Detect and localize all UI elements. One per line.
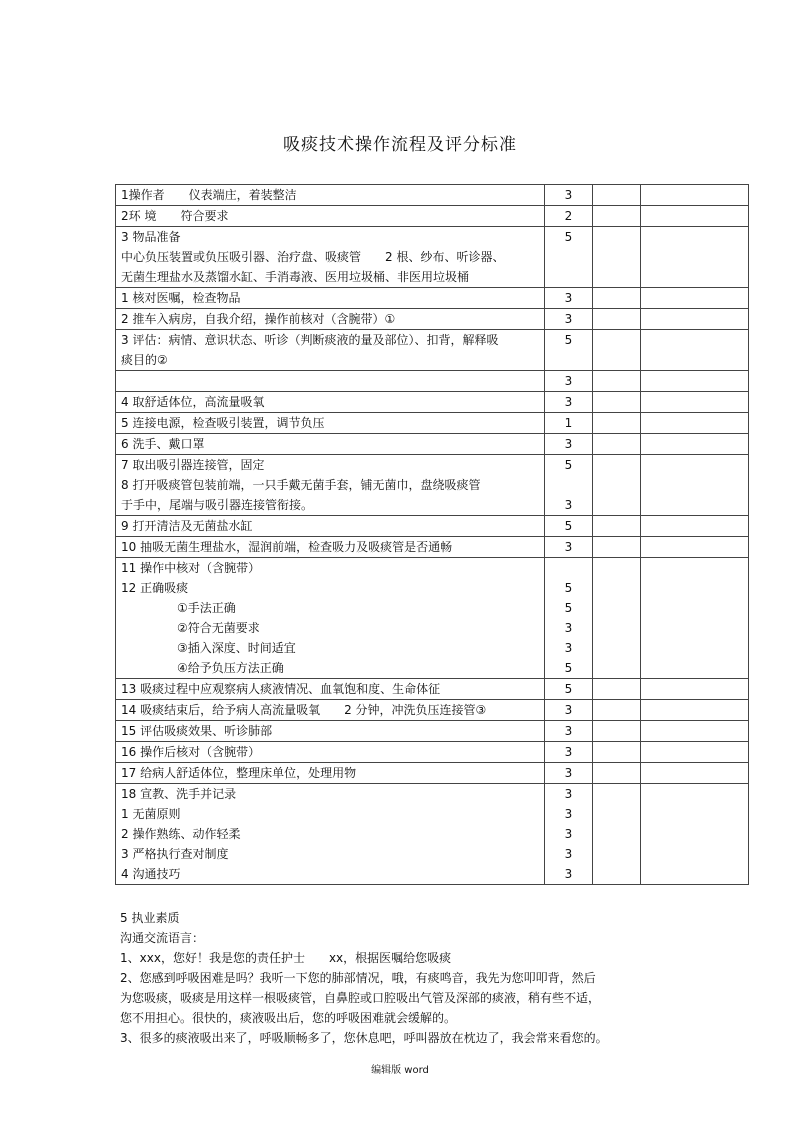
score-value: 5 [564, 601, 573, 615]
item-text: 2 推车入病房，自我介绍，操作前核对（含腕带）① [121, 312, 396, 326]
score-cell [545, 434, 593, 455]
scoring-table [115, 184, 749, 885]
item-text: 3 评估：病情、意识状态、听诊（判断痰液的量及部位）、扣背，解释吸 [121, 333, 499, 347]
table-row [116, 516, 749, 537]
item-text: 9 打开清洁及无菌盐水缸 [121, 519, 253, 533]
remarks-cell [641, 227, 749, 288]
score-value: 1 [564, 416, 573, 430]
deduction-cell [593, 721, 641, 742]
item-cell [116, 763, 545, 784]
score-value: 3 [564, 641, 573, 655]
deduction-cell [593, 206, 641, 227]
score-value: 3 [564, 188, 573, 202]
table-row [116, 392, 749, 413]
table-row [116, 742, 749, 763]
deduction-cell [593, 558, 641, 679]
item-text: 4 取舒适体位，高流量吸氧 [121, 395, 265, 409]
score-cell [545, 206, 593, 227]
item-text: 11 操作中核对（含腕带） [121, 561, 261, 575]
table-row [116, 288, 749, 309]
score-value: 5 [564, 661, 573, 675]
item-cell [116, 700, 545, 721]
item-cell [116, 330, 545, 371]
score-value: 3 [564, 437, 573, 451]
score-cell [545, 516, 593, 537]
score-value: 5 [564, 581, 573, 595]
item-text: 3 物品准备 [121, 230, 181, 244]
score-value: 3 [564, 374, 573, 388]
table-row [116, 721, 749, 742]
deduction-cell [593, 371, 641, 392]
item-cell [116, 371, 545, 392]
item-text: 13 吸痰过程中应观察病人痰液情况、血氧饱和度、生命体征 [121, 682, 441, 696]
item-text [121, 371, 544, 391]
deduction-cell [593, 537, 641, 558]
score-value [545, 558, 592, 578]
remarks-cell [641, 185, 749, 206]
remarks-cell [641, 309, 749, 330]
score-value: 3 [564, 724, 573, 738]
item-text: 2环 境 符合要求 [121, 209, 229, 223]
score-cell [545, 455, 593, 516]
deduction-cell [593, 413, 641, 434]
item-cell [116, 742, 545, 763]
table-row [116, 455, 749, 516]
table-row [116, 206, 749, 227]
item-text: 14 吸痰结束后，给予病人高流量吸氧 2 分钟，冲洗负压连接管③ [121, 703, 487, 717]
score-value: 3 [564, 395, 573, 409]
score-value: 3 [564, 703, 573, 717]
deduction-cell [593, 227, 641, 288]
communication-line: 3、很多的痰液吸出来了，呼吸顺畅多了，您休息吧，呼叫器放在枕边了，我会常来看您的。 [120, 1031, 608, 1045]
deduction-cell [593, 288, 641, 309]
remarks-cell [641, 206, 749, 227]
table-row [116, 371, 749, 392]
remarks-cell [641, 413, 749, 434]
score-cell [545, 330, 593, 371]
table-row [116, 434, 749, 455]
item-text: 无菌生理盐水及蒸馏水缸、手消毒液、医用垃圾桶、非医用垃圾桶 [121, 270, 470, 284]
score-cell [545, 227, 593, 288]
score-value: 3 [564, 291, 573, 305]
table-row [116, 763, 749, 784]
item-text: 5 执业素质 [120, 911, 180, 925]
remarks-cell [641, 371, 749, 392]
score-cell [545, 679, 593, 700]
item-text: 8 打开吸痰管包装前端，一只手戴无菌手套，铺无菌巾，盘绕吸痰管 [121, 478, 481, 492]
item-cell [116, 185, 545, 206]
item-cell [116, 413, 545, 434]
remarks-cell [641, 516, 749, 537]
score-value: 5 [564, 458, 573, 472]
document-title: 吸痰技术操作流程及评分标准 [283, 135, 517, 155]
item-text: 15 评估吸痰效果、听诊肺部 [121, 724, 273, 738]
score-value: 3 [564, 621, 573, 635]
table-row [116, 558, 749, 679]
page-footer: 编辑版 word [371, 1065, 429, 1076]
score-cell [545, 392, 593, 413]
deduction-cell [593, 700, 641, 721]
table-row [116, 413, 749, 434]
score-cell [545, 700, 593, 721]
item-cell [116, 558, 545, 679]
communication-line: 为您吸痰，吸痰是用这样一根吸痰管，自鼻腔或口腔吸出气管及深部的痰液，稍有些不适， [120, 991, 601, 1005]
item-text: 1 核对医嘱，检查物品 [121, 291, 241, 305]
deduction-cell [593, 392, 641, 413]
deduction-cell [593, 784, 641, 885]
score-cell [545, 742, 593, 763]
item-text: 10 抽吸无菌生理盐水，湿润前端，检查吸力及吸痰管是否通畅 [121, 540, 453, 554]
item-text: 5 连接电源，检查吸引装置，调节负压 [121, 416, 325, 430]
item-cell [116, 784, 545, 885]
score-cell [545, 185, 593, 206]
item-text: 17 给病人舒适体位，整理床单位，处理用物 [121, 766, 357, 780]
item-cell [116, 434, 545, 455]
item-text: 于手中，尾端与吸引器连接管衔接。 [121, 498, 314, 512]
item-text: 4 沟通技巧 [121, 867, 181, 881]
remarks-cell [641, 392, 749, 413]
score-cell [545, 413, 593, 434]
score-value: 3 [564, 766, 573, 780]
table-row [116, 227, 749, 288]
score-value: 3 [564, 745, 573, 759]
table-row [116, 537, 749, 558]
item-text: 1 无菌原则 [121, 807, 181, 821]
score-cell [545, 309, 593, 330]
deduction-cell [593, 455, 641, 516]
item-text: ①手法正确 [177, 601, 236, 615]
item-text: ④给予负压方法正确 [177, 661, 284, 675]
score-cell [545, 371, 593, 392]
item-cell [116, 516, 545, 537]
score-value: 3 [564, 867, 573, 881]
communication-section [120, 908, 760, 1048]
score-cell [545, 763, 593, 784]
score-cell [545, 721, 593, 742]
score-value: 3 [564, 827, 573, 841]
remarks-cell [641, 537, 749, 558]
remarks-cell [641, 679, 749, 700]
remarks-cell [641, 330, 749, 371]
communication-line: 1、xxx，您好！我是您的责任护士 xx，根据医嘱给您吸痰 [120, 951, 452, 965]
score-value: 5 [564, 333, 573, 347]
deduction-cell [593, 434, 641, 455]
score-value: 3 [564, 498, 573, 512]
item-text: 3 严格执行查对制度 [121, 847, 229, 861]
remarks-cell [641, 721, 749, 742]
score-cell [545, 784, 593, 885]
item-cell [116, 288, 545, 309]
item-text: 12 正确吸痰 [121, 581, 189, 595]
item-text: 6 洗手、戴口罩 [121, 437, 205, 451]
remarks-cell [641, 455, 749, 516]
item-cell [116, 206, 545, 227]
score-value: 2 [564, 209, 573, 223]
score-cell [545, 558, 593, 679]
score-value: 3 [564, 807, 573, 821]
table-row [116, 309, 749, 330]
item-cell [116, 227, 545, 288]
deduction-cell [593, 763, 641, 784]
deduction-cell [593, 309, 641, 330]
item-text: 18 宣教、洗手并记录 [121, 787, 237, 801]
table-row [116, 330, 749, 371]
remarks-cell [641, 763, 749, 784]
remarks-cell [641, 434, 749, 455]
item-text: 中心负压装置或负压吸引器、治疗盘、吸痰管 2 根、纱布、听诊器、 [121, 250, 505, 264]
item-text: 7 取出吸引器连接管，固定 [121, 458, 265, 472]
deduction-cell [593, 679, 641, 700]
item-cell [116, 392, 545, 413]
score-value: 5 [564, 682, 573, 696]
item-text: 1操作者 仪表端庄，着装整洁 [121, 188, 297, 202]
remarks-cell [641, 558, 749, 679]
remarks-cell [641, 784, 749, 885]
score-value [545, 475, 592, 495]
communication-line: 2、您感到呼吸困难是吗？我听一下您的肺部情况，哦，有痰鸣音，我先为您叩叩背，然后 [120, 971, 596, 985]
deduction-cell [593, 330, 641, 371]
score-value: 3 [564, 847, 573, 861]
table-row [116, 700, 749, 721]
deduction-cell [593, 742, 641, 763]
item-text: 2 操作熟练、动作轻柔 [121, 827, 241, 841]
score-value: 3 [564, 312, 573, 326]
item-text: ③插入深度、时间适宜 [177, 641, 296, 655]
item-text: ②符合无菌要求 [177, 621, 260, 635]
item-cell [116, 721, 545, 742]
communication-line: 沟通交流语言： [120, 931, 205, 945]
table-row [116, 784, 749, 885]
deduction-cell [593, 516, 641, 537]
item-text: 16 操作后核对（含腕带） [121, 745, 261, 759]
item-cell [116, 309, 545, 330]
communication-line: 您不用担心。很快的，痰液吸出后，您的呼吸困难就会缓解的。 [120, 1011, 457, 1025]
deduction-cell [593, 185, 641, 206]
remarks-cell [641, 700, 749, 721]
item-cell [116, 455, 545, 516]
score-value: 5 [564, 519, 573, 533]
score-cell [545, 288, 593, 309]
score-value: 5 [564, 230, 573, 244]
score-value: 3 [564, 787, 573, 801]
item-cell [116, 537, 545, 558]
score-value: 3 [564, 540, 573, 554]
table-row [116, 679, 749, 700]
item-cell [116, 679, 545, 700]
score-cell [545, 537, 593, 558]
table-row [116, 185, 749, 206]
item-text: 痰目的② [121, 353, 168, 367]
remarks-cell [641, 742, 749, 763]
remarks-cell [641, 288, 749, 309]
